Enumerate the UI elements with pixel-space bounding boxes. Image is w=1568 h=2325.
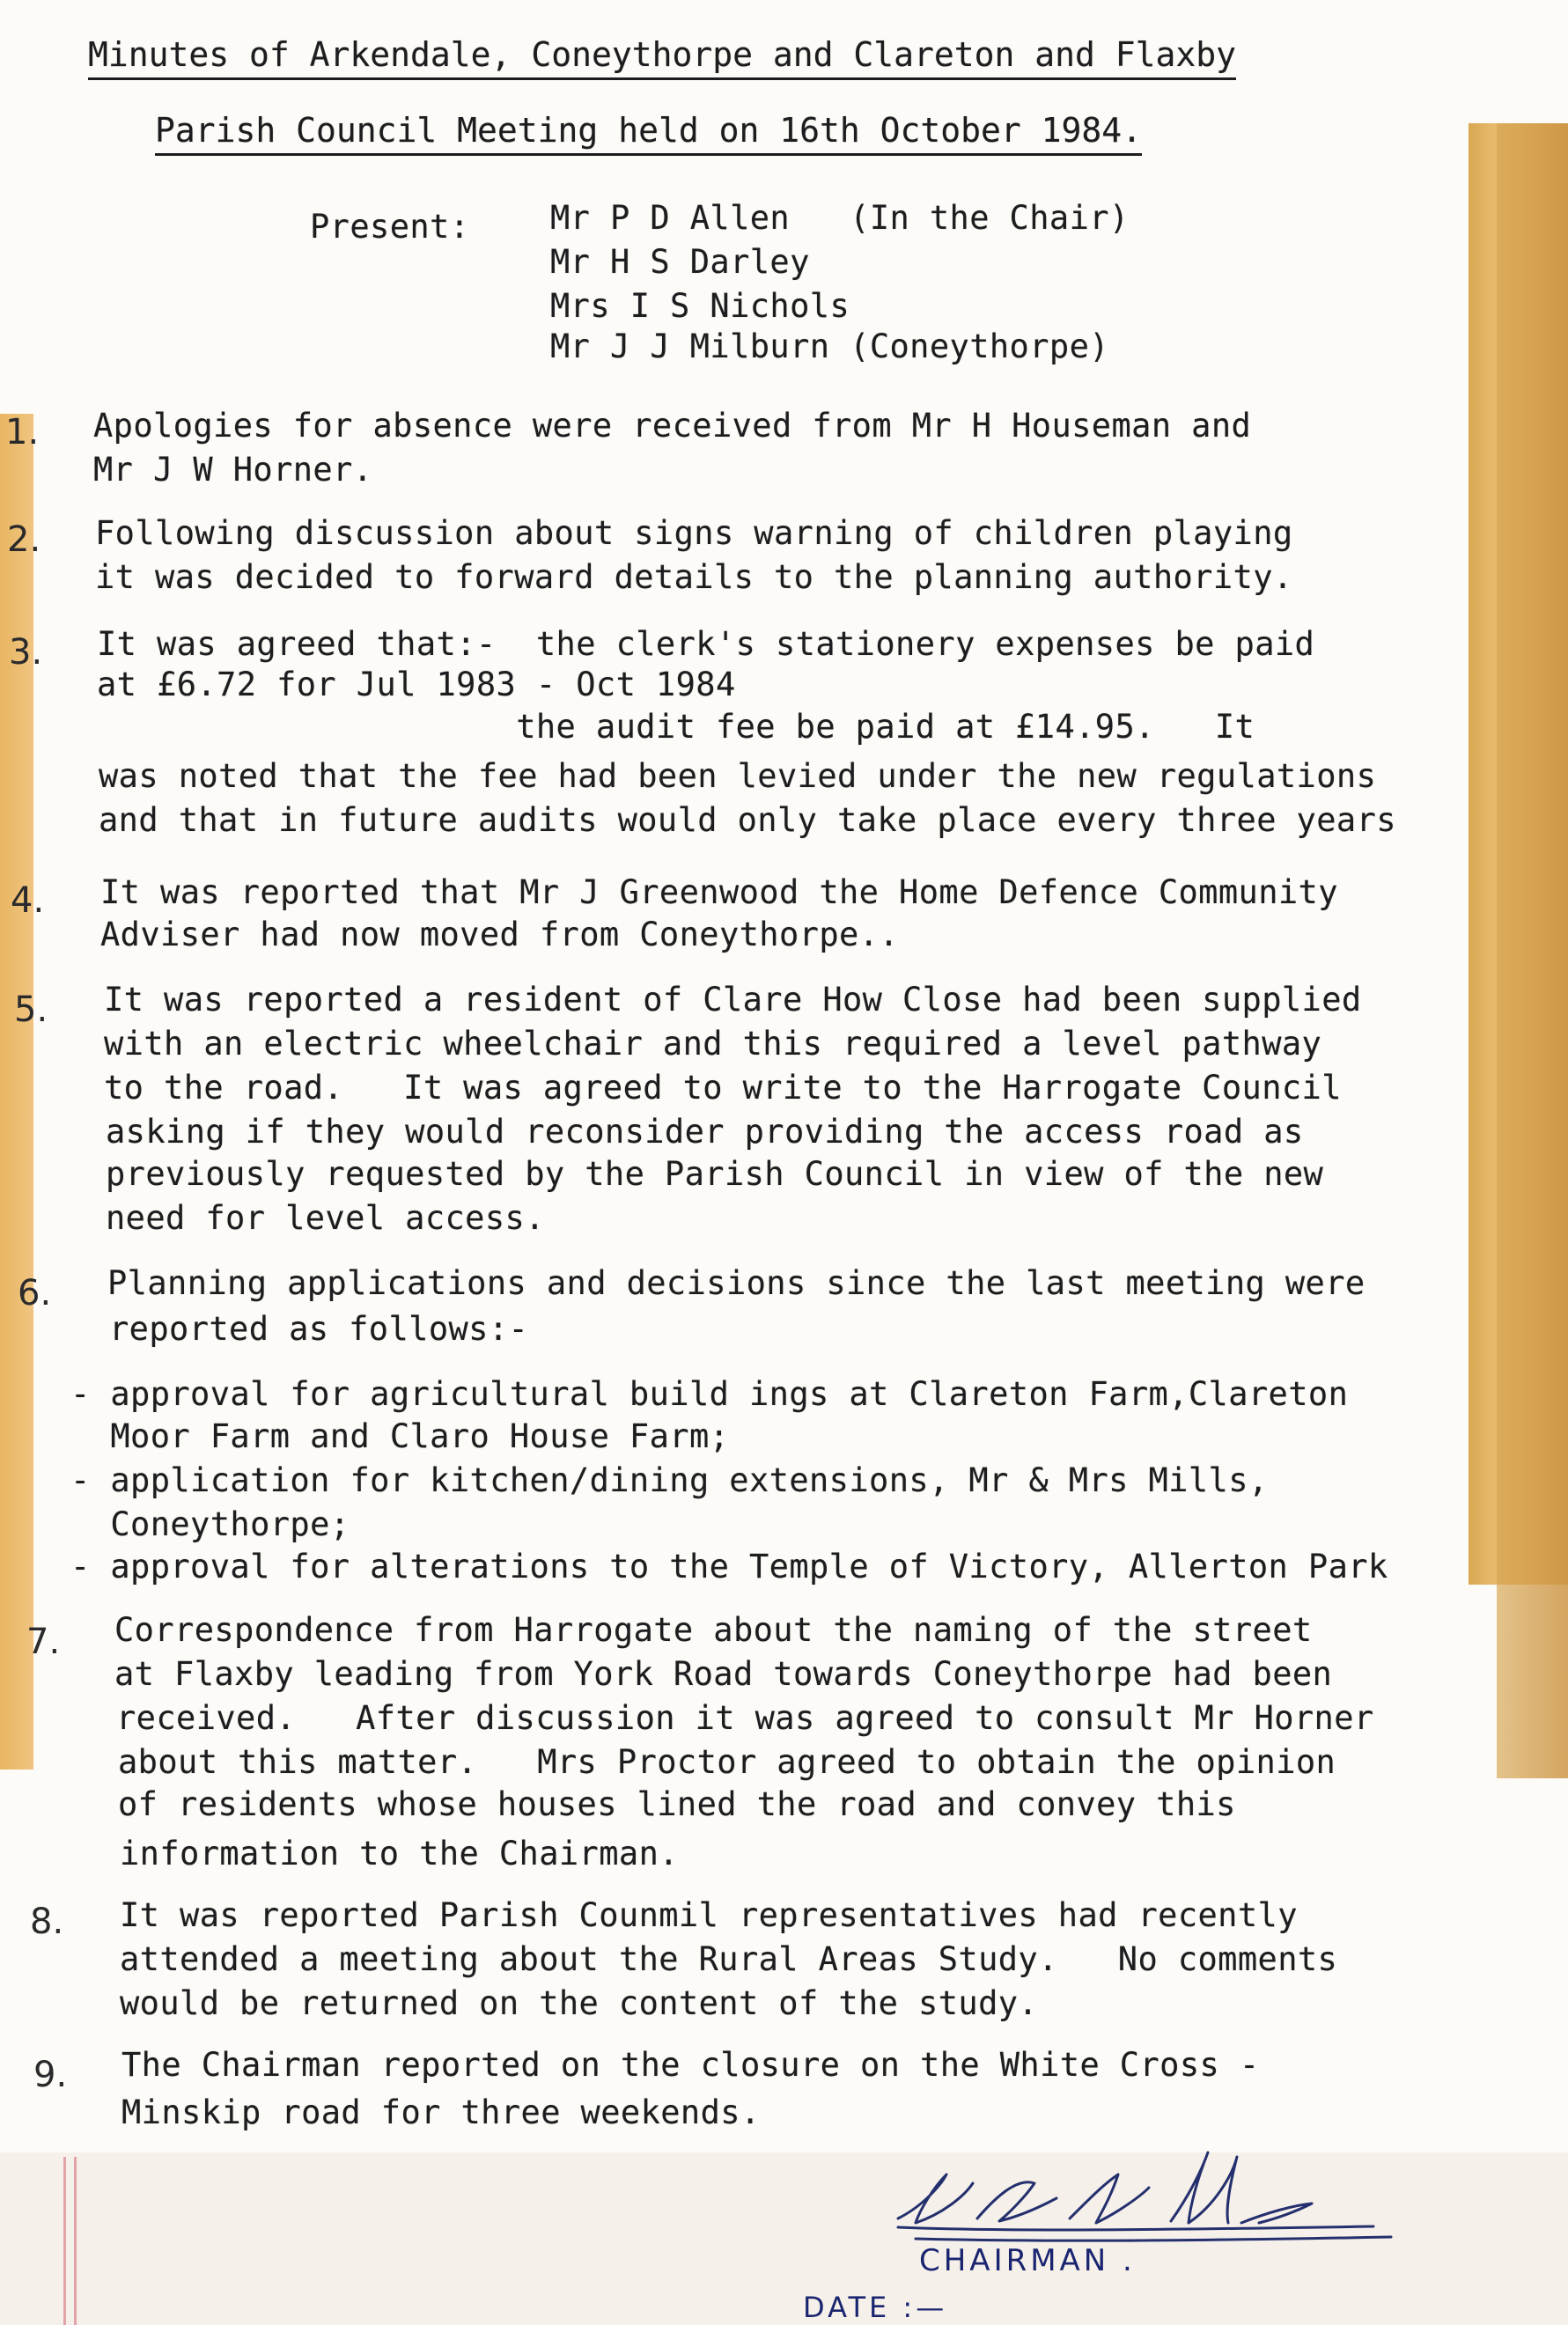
present-member: Mr J J Milburn (Coneythorpe) <box>550 327 1109 365</box>
item-line: attended a meeting about the Rural Areas Study. No comments <box>120 1940 1338 1978</box>
item-line: of residents whose houses lined the road and convey this <box>118 1785 1236 1823</box>
item-number: 2. <box>7 519 41 560</box>
planning-list-line: - application for kitchen/dining extensions, Mr & Mrs Mills, <box>70 1461 1269 1499</box>
present-member: Mrs I S Nichols <box>550 287 850 325</box>
item-line: Correspondence from Harrogate about the naming of the street <box>114 1611 1313 1649</box>
minutes-title-line-2: Parish Council Meeting held on 16th October 1984. <box>155 111 1142 156</box>
item-number: 5. <box>14 990 48 1030</box>
item-line: It was reported Parish Counmil representatives had recently <box>120 1896 1298 1934</box>
adhesive-tape-left <box>0 414 33 1770</box>
present-label: Present: <box>310 208 470 246</box>
item-line: would be returned on the content of the study. <box>120 1984 1039 2022</box>
margin-rule <box>63 2157 66 2325</box>
item-number: 7. <box>26 1622 61 1662</box>
item-line: It was reported a resident of Clare How Close had been supplied <box>104 981 1362 1019</box>
item-line: information to the Chairman. <box>120 1835 679 1873</box>
item-line: need for level access. <box>106 1199 545 1237</box>
planning-list-line: - approval for alterations to the Temple of Victory, Allerton Park <box>70 1548 1388 1586</box>
date-label: DATE :— <box>803 2291 948 2324</box>
item-number: 1. <box>5 412 40 452</box>
present-member: Mr H S Darley <box>550 243 810 281</box>
item-line: received. After discussion it was agreed to consult Mr Horner <box>116 1699 1374 1737</box>
minutes-title-line-1: Minutes of Arkendale, Coneythorpe and Clareton and Flaxby <box>88 35 1236 80</box>
item-number: 6. <box>18 1273 52 1313</box>
item-line: it was decided to forward details to the planning authority. <box>95 558 1293 596</box>
item-line: Adviser had now moved from Coneythorpe.. <box>100 916 900 953</box>
item-line: the audit fee be paid at £14.95. It <box>97 708 1255 746</box>
item-line: previously requested by the Parish Council in view of the new <box>106 1155 1324 1193</box>
planning-list-line: Moor Farm and Claro House Farm; <box>70 1417 730 1455</box>
item-line: and that in future audits would only take place every three years <box>99 801 1396 839</box>
item-number: 9. <box>33 2055 68 2095</box>
item-line: reported as follows:- <box>109 1310 529 1348</box>
item-line: at Flaxby leading from York Road towards Coneythorpe had been <box>114 1655 1333 1693</box>
planning-list-line: Coneythorpe; <box>70 1505 350 1543</box>
chairman-signature <box>880 2135 1409 2249</box>
item-line: asking if they would reconsider providing the access road as <box>106 1113 1304 1151</box>
adhesive-tape-right-layer <box>1497 123 1568 1778</box>
item-line: was noted that the fee had been levied under the new regulations <box>99 757 1377 795</box>
item-number: 3. <box>9 632 43 673</box>
item-line: It was agreed that:- the clerk's stationery expenses be paid <box>97 625 1315 663</box>
item-line: with an electric wheelchair and this required a level pathway <box>104 1025 1322 1063</box>
item-line: The Chairman reported on the closure on the White Cross - <box>121 2046 1260 2084</box>
item-line: to the road. It was agreed to write to the Harrogate Council <box>104 1069 1342 1107</box>
item-number: 4. <box>11 880 45 921</box>
item-line: Apologies for absence were received from Mr H Houseman and <box>93 407 1252 445</box>
item-line: Planning applications and decisions since the last meeting were <box>107 1264 1366 1302</box>
item-line: It was reported that Mr J Greenwood the Home Defence Community <box>100 873 1338 911</box>
item-line: Minskip road for three weekends. <box>121 2093 761 2131</box>
chairman-label: CHAIRMAN . <box>919 2243 1136 2278</box>
item-number: 8. <box>30 1902 64 1942</box>
item-line: about this matter. Mrs Proctor agreed to obtain the opinion <box>118 1743 1336 1781</box>
item-line: Following discussion about signs warning of children playing <box>95 514 1293 552</box>
item-line: Mr J W Horner. <box>93 451 373 489</box>
margin-rule <box>74 2157 77 2325</box>
planning-list-line: - approval for agricultural build ings at Clareton Farm,Clareton <box>70 1375 1349 1413</box>
present-member: Mr P D Allen (In the Chair) <box>550 199 1130 237</box>
item-line: at £6.72 for Jul 1983 - Oct 1984 <box>97 666 736 703</box>
